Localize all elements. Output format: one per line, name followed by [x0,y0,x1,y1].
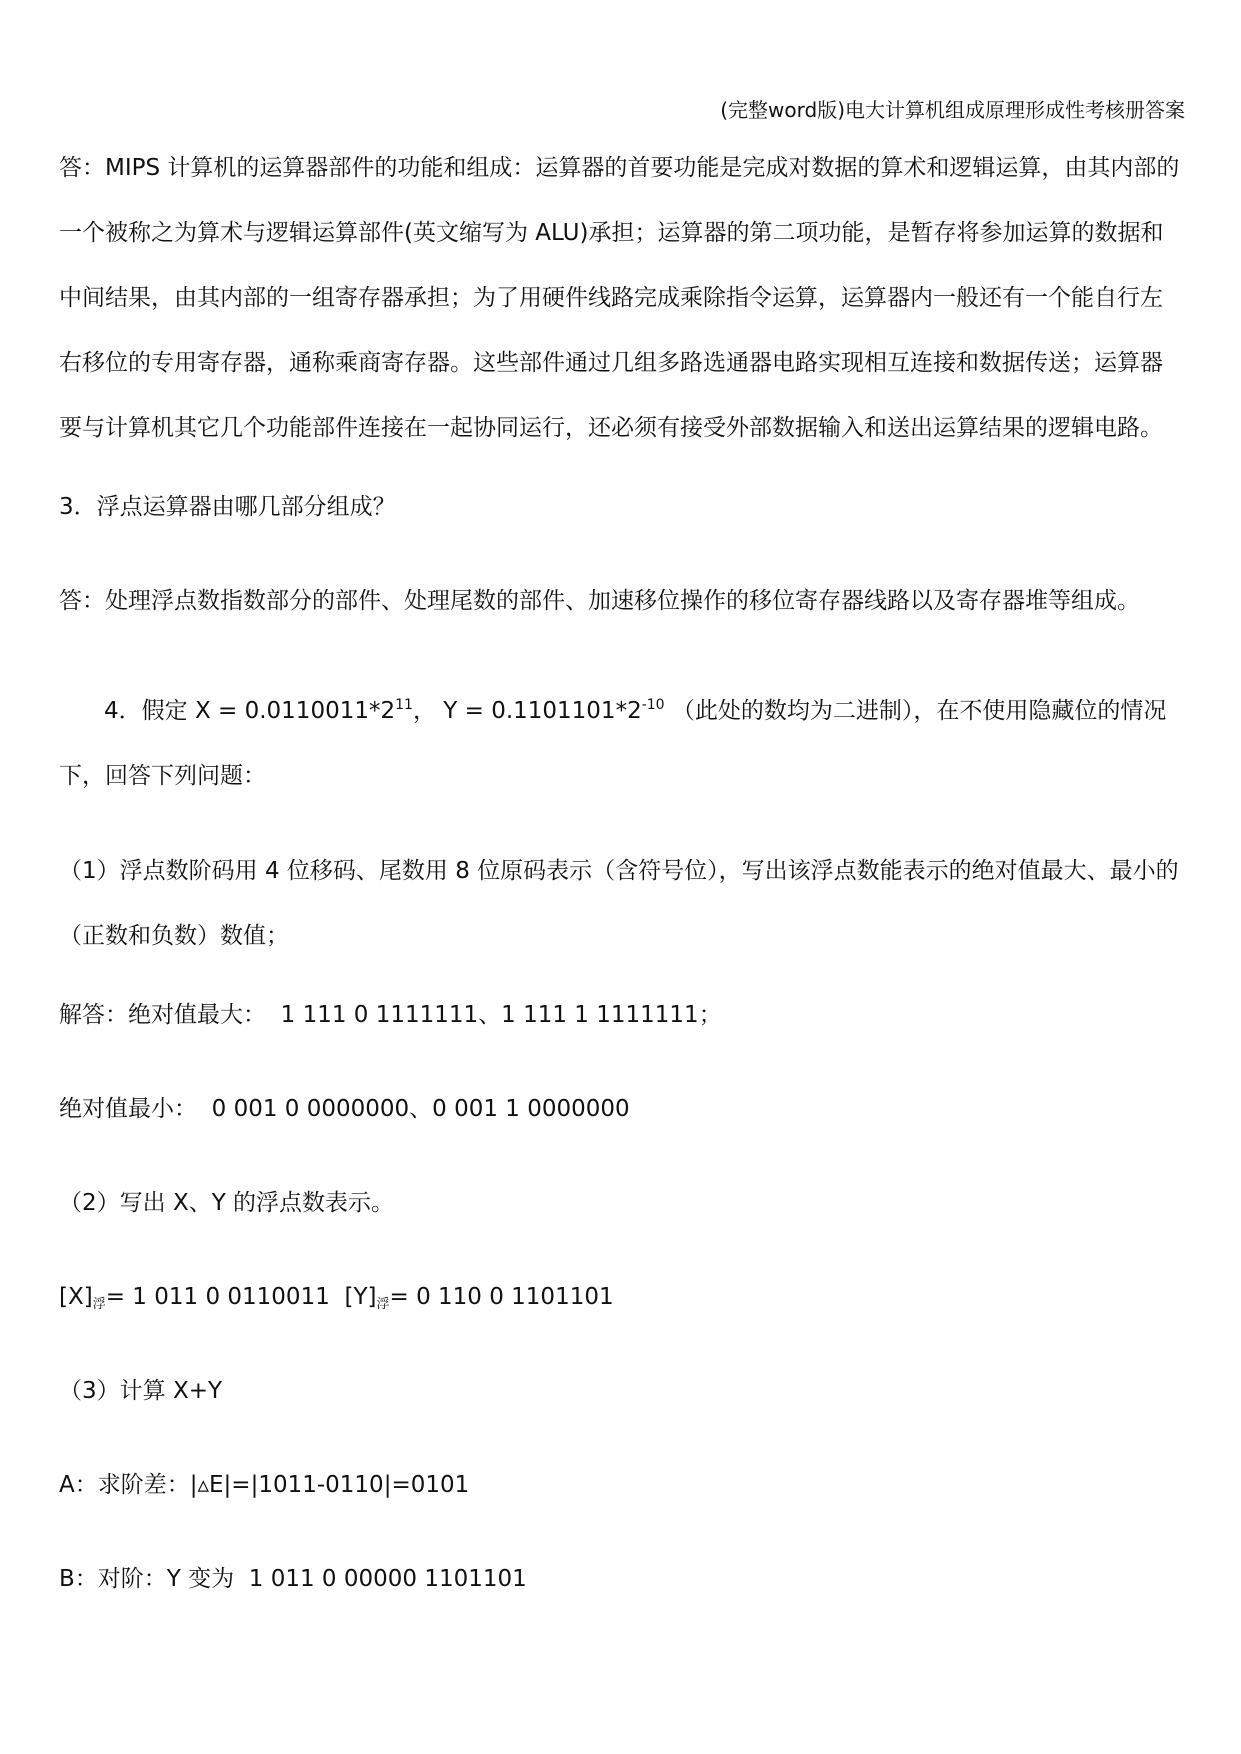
step-a: A：求阶差：|▵E|=|1011-0110|=0101 [59,1472,470,1498]
question-3: 3．浮点运算器由哪几部分组成？ [59,494,396,520]
y-float-label: [Y] [344,1284,377,1310]
answer-max-value: 解答：绝对值最大： 1 111 0 1111111、1 111 1 1111111； [59,1002,722,1028]
question-4-suffix: （此处的数均为二进制），在不使用隐藏位的情况下，回答下列问题： [59,698,1167,789]
x-float-label: [X] [59,1284,93,1310]
x-exponent: 11 [395,697,413,713]
document-header: (完整word版)电大计算机组成原理形成性考核册答案 [720,98,1185,122]
question-4-3: （3）计算 X+Y [59,1378,223,1404]
question-4-prefix: 4．假定 X = 0.0110011*2 [104,698,396,724]
document-body [59,136,1185,1657]
question-4-mid: ， Y = 0.1101101*2 [412,698,642,724]
y-float-value: = 0 110 0 1101101 [389,1284,614,1310]
question-4-1: （1）浮点数阶码用 4 位移码、尾数用 8 位原码表示（含符号位），写出该浮点数能表示的绝对值最大、最小的（正数和负数）数值； [59,858,1179,949]
question-4 [59,679,1185,809]
x-float-subscript: 浮 [92,1297,106,1312]
x-float-value: = 1 011 0 0110011 [105,1284,345,1310]
answer-min-value: 绝对值最小： 0 001 0 0000000、0 001 1 0000000 [59,1096,630,1122]
answer-question-3: 答：处理浮点数指数部分的部件、处理尾数的部件、加速移位操作的移位寄存器线路以及寄存器堆等组成。 [59,588,1140,614]
step-b: B：对阶：Y 变为 1 011 0 00000 1101101 [59,1566,527,1592]
question-4-2: （2）写出 X、Y 的浮点数表示。 [59,1190,395,1216]
float-representation [59,1281,1185,1313]
y-float-subscript: 浮 [376,1297,390,1312]
answer-mips-paragraph: 答：MIPS 计算机的运算器部件的功能和组成：运算器的首要功能是完成对数据的算术和逻辑运算，由其内部的一个被称之为算术与逻辑运算部件(英文缩写为 ALU)承担；运算器的第二项功能，是暂存将参加运算的数据和中间结果，由其内部的一组寄存器承担；为了用硬件线路完成乘除指令运算，运算器内一般还有一个能自行左右移位的专用寄存器，通称乘商寄存器。这些部件通过几组多路选通器电路实现相互连接和数据传送；运算器要与计算机其它几个功能部件连接在一起协同运行，还必须有接受外部数据输入和送出运算结果的逻辑电路。 [59,155,1180,441]
y-exponent: -10 [641,697,665,713]
